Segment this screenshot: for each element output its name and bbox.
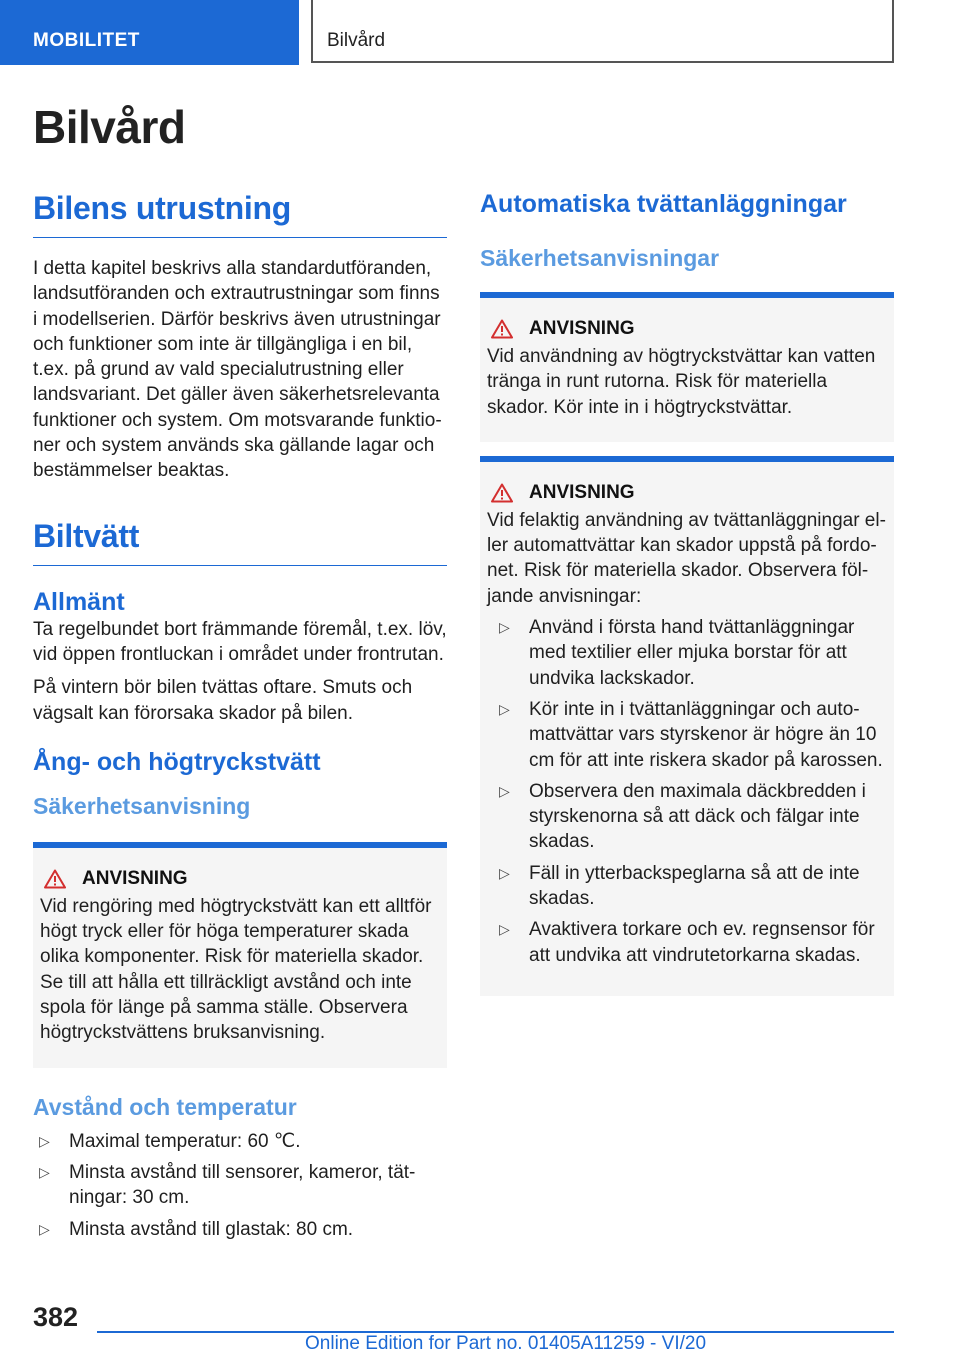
warning-triangle-icon [491,483,513,503]
page-number: 382 [33,1302,79,1332]
section-tab[interactable] [0,0,299,65]
distance-list [33,1129,447,1242]
triangle-bullet-icon: ▷ [499,864,510,881]
warning-box-pressure [480,292,894,442]
triangle-bullet-icon: ▷ [499,782,510,799]
triangle-bullet-icon: ▷ [39,1220,50,1237]
heading-safety-note: Säkerhetsanvisning [33,792,251,819]
warning-title: ANVISNING [529,481,635,503]
heading-distance-temperature: Avstånd och temperatur [33,1093,297,1120]
breadcrumb [311,0,894,63]
warning-header [40,868,440,890]
paragraph-general-2: På vintern bör bilen tvättas oftare. Smuts och vägsalt kan förorsaka skador på bilen. [33,677,413,724]
triangle-bullet-icon: ▷ [499,619,510,636]
warning-text: Vid rengöring med högtryckstvätt kan ett alltför högt tryck eller för höga temperaturer skada olika komponenter. Risk för materiella skador. Se till att hålla ett tillräckligt avstånd och inte spola för länge på samma ställe. Observera högtryckstvättens bruksanvisning. [40,895,432,1044]
footer-edition: Online Edition for Part no. 01405A11259 - VI/20 [305,1333,707,1354]
list-item: ▷ Fäll in ytterbackspeglarna så att de inte skadas. [499,862,860,910]
list-item: ▷ Observera den maximala däckbredden i styrskenorna så att däck och fälgar inte skadas. [499,780,866,853]
warning-text: Vid felaktig användning av tvättanläggningar eller automattvättar kan skador uppstå på fordonet. Risk för materiella skador. Observera följande anvisningar: [487,509,886,607]
list-item: ▷ Avaktivera torkare och ev. regnsensor för att undvika att vindrutetorkarna skadas. [499,919,875,966]
triangle-bullet-icon: ▷ [499,700,510,717]
list-item: ▷ Minsta avstånd till glastak: 80 cm. [33,1217,447,1242]
warning-header [487,318,887,340]
right-column [480,190,894,996]
left-column [33,190,447,1248]
breadcrumb-label: Bilvård [327,30,386,51]
warning-triangle-icon [44,869,66,889]
heading-general: Allmänt [33,587,125,616]
paragraph-equipment: I detta kapitel beskrivs alla standardutföranden, landsutföranden och extrautrustningar som finns i modellserien. Därför beskrivs även utrustningar och funktioner som inte är tillgängliga i en bil, t.ex. på grund av vald specialutrustning eller landsvariant. Det gäller även säkerhetsrelevanta funktioner och system. Om motsvarande funktioner och system används ska gällande lagar och bestämmelser beaktas. [33,258,442,482]
list-item: ▷ Använd i första hand tvättanläggningar med textilier eller mjuka borstar för att undvika lackskador. [499,617,855,689]
paragraph-general-1: Ta regelbundet bort främmande föremål, t.ex. löv, vid öppen frontluckan i området under frontrutan. [33,618,447,665]
list-item: ▷ Maximal temperatur: 60 ℃. [33,1129,447,1154]
heading-carwash: Biltvätt [33,518,447,566]
warning-triangle-icon [491,319,513,339]
warning-box-steam [33,842,447,1068]
warning-title: ANVISNING [529,318,635,339]
warning-text: Vid användning av högtryckstvättar kan vatten tränga in runt rutorna. Risk för materiella skador. Kör inte in i högtryckstvättar. [487,346,876,418]
triangle-bullet-icon: ▷ [39,1132,50,1149]
triangle-bullet-icon: ▷ [499,921,510,938]
washing-instructions-list [493,615,887,968]
list-item: ▷ Kör inte in i tvättanläggningar och automattvättar vars styrskenor är högre än 10 cm för att inte riskera skador på karossen. [499,698,883,771]
list-item: ▷ Minsta avstånd till sensorer, kameror, tätningar: 30 cm. [39,1161,416,1209]
heading-safety-notes: Säkerhetsanvisningar [480,245,720,271]
heading-equipment: Bilens utrustning [33,190,447,238]
heading-automatic-wash: Automatiska tvättanläggningar [480,190,847,218]
warning-title: ANVISNING [82,867,188,889]
page-title: Bilvård [33,101,186,153]
triangle-bullet-icon: ▷ [39,1163,50,1180]
warning-box-washing-plants [480,456,894,996]
heading-steam-wash: Ång- och högtryckstvätt [33,747,321,776]
section-tab-label: MOBILITET [33,30,140,51]
warning-header [487,482,887,504]
